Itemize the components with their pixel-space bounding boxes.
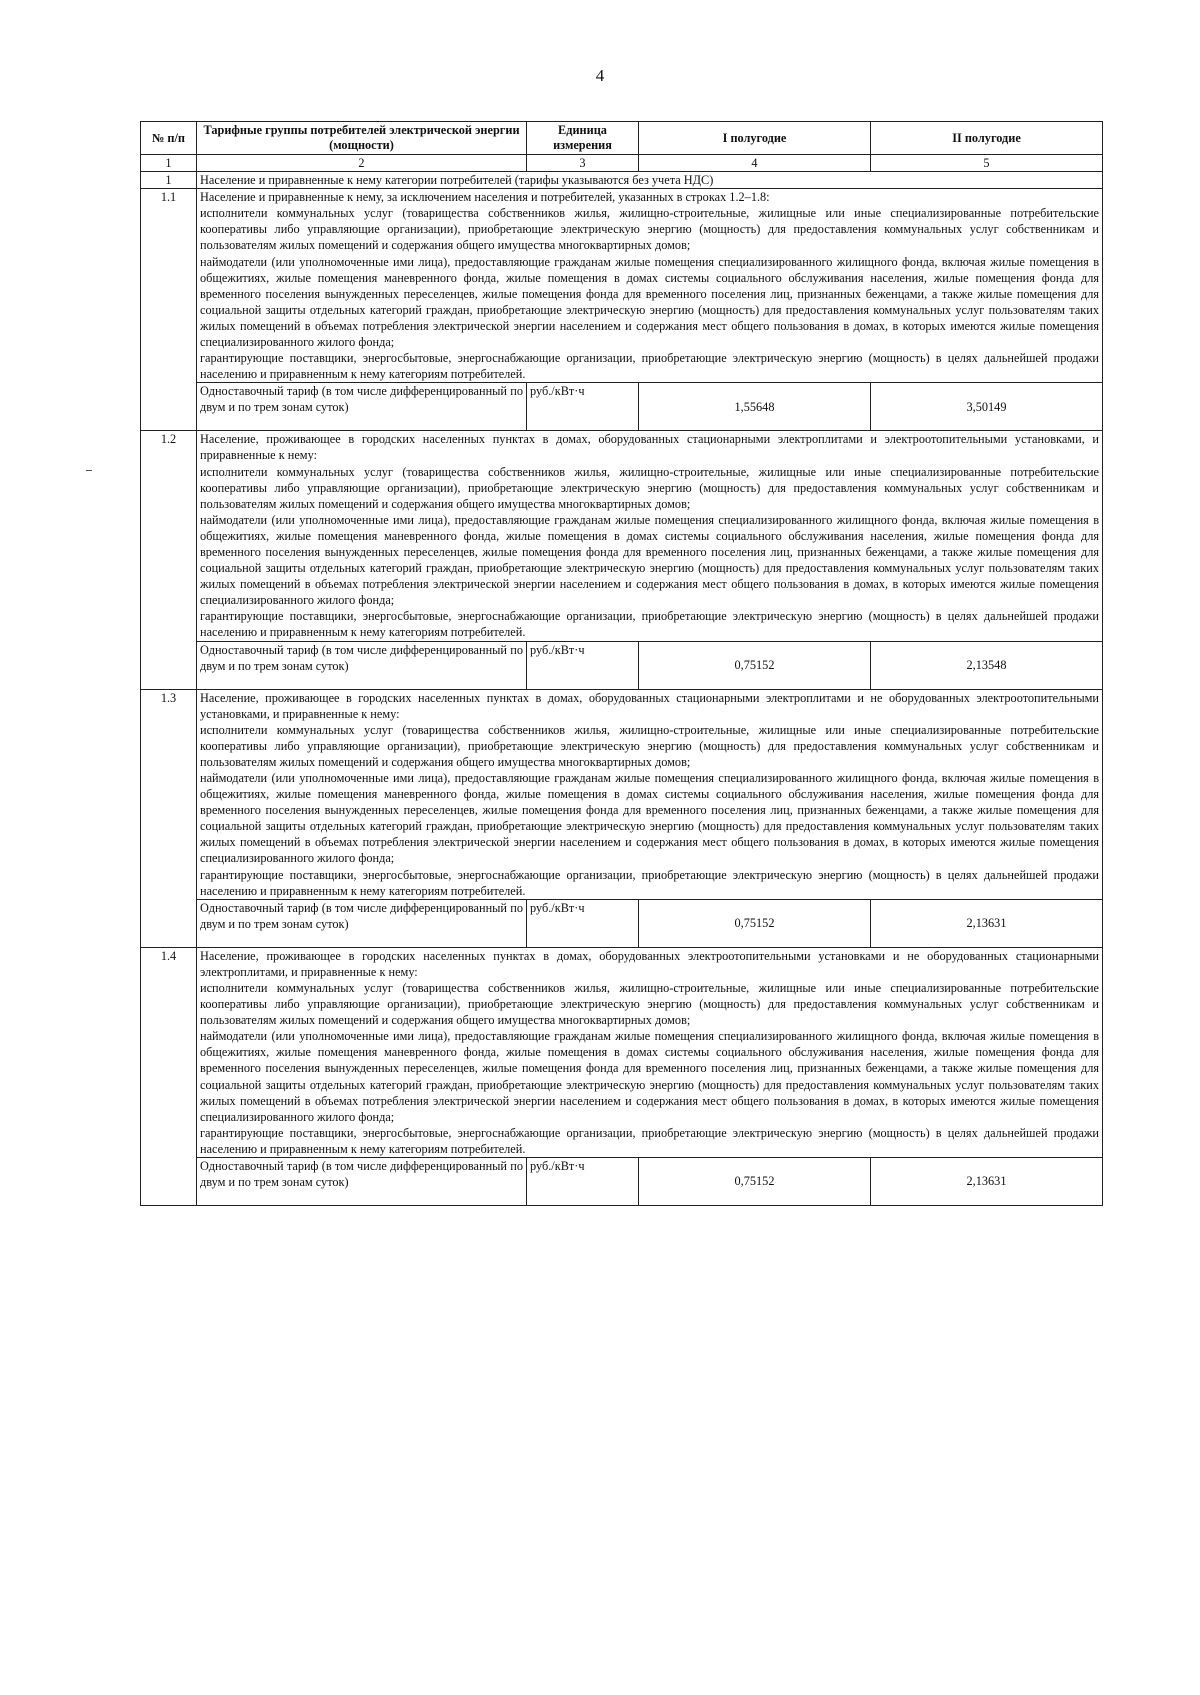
tariff-value-half2: 3,50149 [871,383,1103,431]
description-paragraph: наймодатели (или уполномоченные ими лица), предоставляющие гражданам жилые помещения специализированного жилищного фонда, включая жилые помещения в общежитиях, жилые помещения маневренного фонда, жилые помещения в домах системы социального обслуживания населения, жилые помещения фонда для временного поселения вынужденных переселенцев, жилые помещения фонда для временного поселения лиц, признанных беженцами, а также жилые помещения для социальной защиты отдельных категорий граждан, приобретающие электрическую энергию (мощность) для предоставления коммунальных услуг пользователям таких жилых помещений в объемах потребления электрической энергии населением и содержания мест общего пользования в домах, в которых имеются жилые помещения специализированного жилого фонда; [200,512,1099,608]
tariff-value-half1: 0,75152 [639,1157,871,1205]
column-number: 2 [197,155,527,172]
tariff-unit: руб./кВт·ч [527,1157,639,1205]
description-paragraph: наймодатели (или уполномоченные ими лица), предоставляющие гражданам жилые помещения специализированного жилищного фонда, включая жилые помещения в общежитиях, жилые помещения маневренного фонда, жилые помещения в домах системы социального обслуживания населения, жилые помещения фонда для временного поселения вынужденных переселенцев, жилые помещения фонда для временного поселения лиц, признанных беженцами, а также жилые помещения для социальной защиты отдельных категорий граждан, приобретающие электрическую энергию (мощность) для предоставления коммунальных услуг пользователям таких жилых помещений в объемах потребления электрической энергии населением и содержания мест общего пользования в домах, в которых имеются жилые помещения специализированного жилого фонда; [200,771,1099,866]
tariff-unit: руб./кВт·ч [527,899,639,947]
column-number: 3 [527,155,639,172]
table-row [141,431,1103,641]
row-description [197,431,1103,641]
header-unit: Единица измерения [527,122,639,155]
tariff-name: Одноставочный тариф (в том числе дифференцированный по двум и по трем зонам суток) [197,1157,527,1205]
scan-mark [86,470,92,471]
tariff-unit: руб./кВт·ч [527,641,639,689]
description-paragraph: Население, проживающее в городских населенных пунктах в домах, оборудованных стационарными электроплитами и электроотопительными установками, и приравненные к нему: [200,432,1099,463]
tariff-value-half1: 0,75152 [639,641,871,689]
row-number: 1.4 [141,947,197,1205]
tariff-value-half1: 0,75152 [639,899,871,947]
tariff-table [140,121,1103,1206]
tariff-name: Одноставочный тариф (в том числе дифференцированный по двум и по трем зонам суток) [197,641,527,689]
row-number: 1.1 [141,189,197,431]
category-title: Население и приравненные к нему категории потребителей (тарифы указываются без учета НДС) [197,172,1103,189]
category-no: 1 [141,172,197,189]
row-description [197,689,1103,899]
tariff-value-half2: 2,13548 [871,641,1103,689]
tariff-unit: руб./кВт·ч [527,383,639,431]
column-numbers-row [141,155,1103,172]
description-paragraph: Население, проживающее в городских населенных пунктах в домах, оборудованных электроотопительными установками и не оборудованных стационарными электроплитами, и приравненные к нему: [200,948,1099,979]
description-paragraph: Население, проживающее в городских населенных пунктах в домах, оборудованных стационарными электроплитами и не оборудованных электроотопительными установками, и приравненные к нему: [200,690,1099,721]
row-description [197,947,1103,1157]
header-no: № п/п [141,122,197,155]
tariff-row [141,383,1103,431]
description-paragraph: гарантирующие поставщики, энергосбытовые, энергоснабжающие организации, приобретающие электрическую энергию (мощность) в целях дальнейшей продажи населению и приравненным к нему категориям потребителей. [200,609,1099,640]
column-number: 5 [871,155,1103,172]
table-row [141,189,1103,383]
column-number: 1 [141,155,197,172]
header-half2: II полугодие [871,122,1103,155]
tariff-row [141,641,1103,689]
column-number: 4 [639,155,871,172]
tariff-value-half1: 1,55648 [639,383,871,431]
row-description [197,189,1103,383]
description-paragraph: наймодатели (или уполномоченные ими лица), предоставляющие гражданам жилые помещения специализированного жилищного фонда, включая жилые помещения в общежитиях, жилые помещения маневренного фонда, жилые помещения в домах системы социального обслуживания населения, жилые помещения фонда для временного поселения вынужденных переселенцев, жилые помещения фонда для временного поселения лиц, признанных беженцами, а также жилые помещения для социальной защиты отдельных категорий граждан, приобретающие электрическую энергию (мощность) для предоставления коммунальных услуг пользователям таких жилых помещений в объемах потребления электрической энергии населением и содержания мест общего пользования в домах, в которых имеются жилые помещения специализированного жилого фонда; [200,254,1099,350]
description-paragraph: гарантирующие поставщики, энергосбытовые, энергоснабжающие организации, приобретающие электрическую энергию (мощность) в целях дальнейшей продажи населению и приравненным к нему категориям потребителей. [200,1125,1099,1156]
description-paragraph: исполнители коммунальных услуг (товарищества собственников жилья, жилищно-строительные, жилищные или иные специализированные потребительские кооперативы либо управляющие организации), приобретающие электрическую энергию (мощность) для предоставления коммунальных услуг собственникам и пользователям жилых помещений и содержания общего имущества многоквартирных домов; [200,206,1099,253]
description-paragraph: Население и приравненные к нему, за исключением населения и потребителей, указанных в строках 1.2–1.8: [200,190,770,205]
table-row [141,947,1103,1157]
tariff-name: Одноставочный тариф (в том числе дифференцированный по двум и по трем зонам суток) [197,383,527,431]
description-paragraph: наймодатели (или уполномоченные ими лица), предоставляющие гражданам жилые помещения специализированного жилищного фонда, включая жилые помещения в общежитиях, жилые помещения маневренного фонда, жилые помещения в домах системы социального обслуживания населения, жилые помещения фонда для временного поселения вынужденных переселенцев, жилые помещения фонда для временного поселения лиц, признанных беженцами, а также жилые помещения для социальной защиты отдельных категорий граждан, приобретающие электрическую энергию (мощность) для предоставления коммунальных услуг пользователям таких жилых помещений в объемах потребления электрической энергии населением и содержания мест общего пользования в домах, в которых имеются жилые помещения специализированного жилого фонда; [200,1029,1099,1124]
description-paragraph: гарантирующие поставщики, энергосбытовые, энергоснабжающие организации, приобретающие электрическую энергию (мощность) в целях дальнейшей продажи населению и приравненным к нему категориям потребителей. [200,867,1099,898]
tariff-value-half2: 2,13631 [871,899,1103,947]
row-number: 1.3 [141,689,197,947]
header-half1: I полугодие [639,122,871,155]
description-paragraph: гарантирующие поставщики, энергосбытовые, энергоснабжающие организации, приобретающие электрическую энергию (мощность) в целях дальнейшей продажи населению и приравненным к нему категориям потребителей. [200,351,1099,382]
tariff-name: Одноставочный тариф (в том числе дифференцированный по двум и по трем зонам суток) [197,899,527,947]
description-paragraph: исполнители коммунальных услуг (товарищества собственников жилья, жилищно-строительные, жилищные или иные специализированные потребительские кооперативы либо управляющие организации), приобретающие электрическую энергию (мощность) для предоставления коммунальных услуг собственникам и пользователям жилых помещений и содержания общего имущества многоквартирных домов; [200,980,1099,1028]
page-number: 4 [595,66,605,85]
tariff-row [141,899,1103,947]
row-number: 1.2 [141,431,197,689]
table-row [141,689,1103,899]
description-paragraph: исполнители коммунальных услуг (товарищества собственников жилья, жилищно-строительные, жилищные или иные специализированные потребительские кооперативы либо управляющие организации), приобретающие электрическую энергию (мощность) для предоставления коммунальных услуг собственникам и пользователям жилых помещений и содержания общего имущества многоквартирных домов; [200,464,1099,511]
header-group: Тарифные группы потребителей электрической энергии (мощности) [197,122,527,155]
category-row [141,172,1103,189]
tariff-row [141,1157,1103,1205]
table-header-row [141,122,1103,155]
description-paragraph: исполнители коммунальных услуг (товарищества собственников жилья, жилищно-строительные, жилищные или иные специализированные потребительские кооперативы либо управляющие организации), приобретающие электрическую энергию (мощность) для предоставления коммунальных услуг собственникам и пользователям жилых помещений и содержания общего имущества многоквартирных домов; [200,722,1099,769]
tariff-value-half2: 2,13631 [871,1157,1103,1205]
